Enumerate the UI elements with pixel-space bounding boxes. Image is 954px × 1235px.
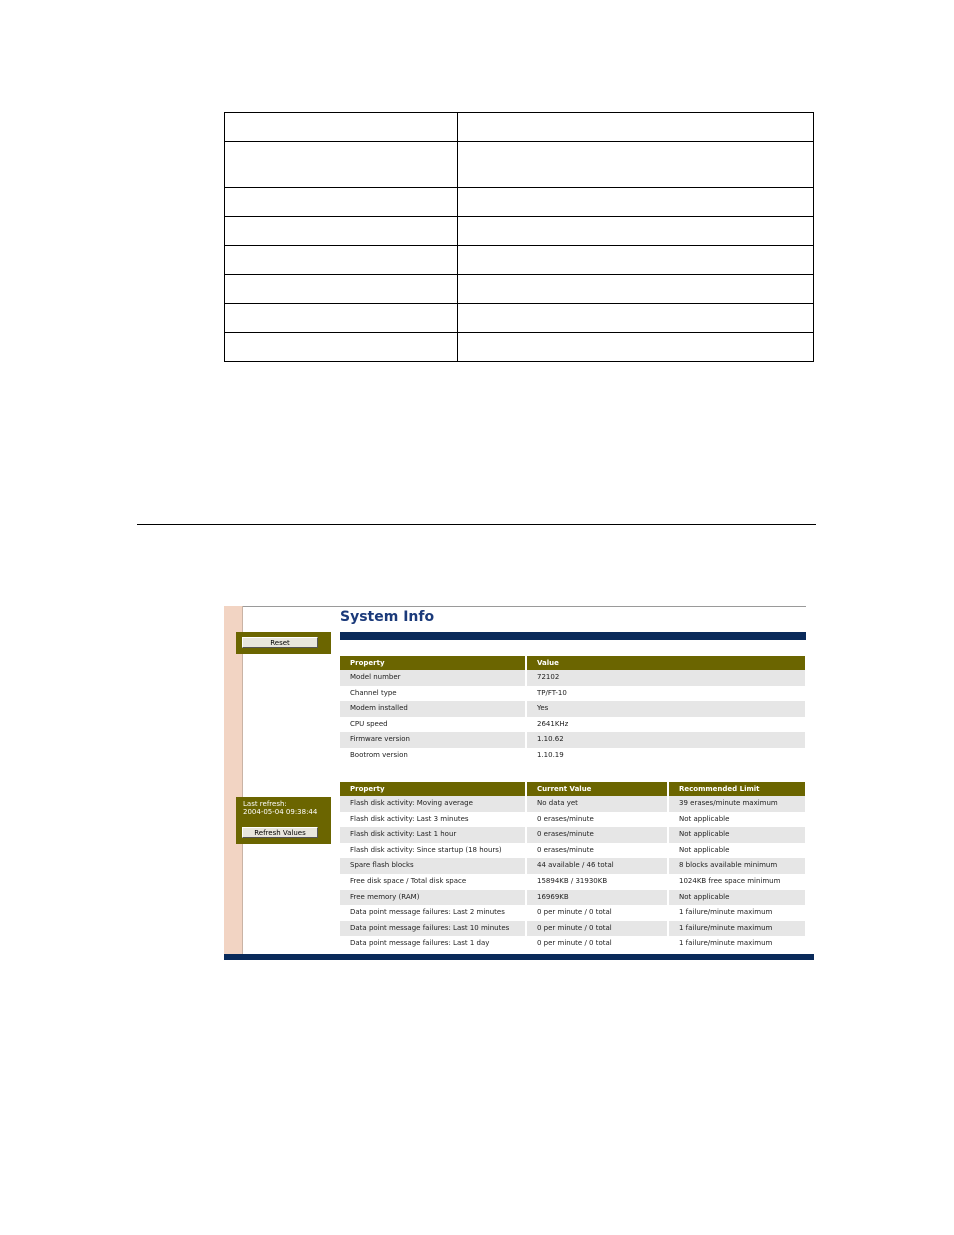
table-row — [340, 748, 805, 764]
table-cell — [225, 275, 458, 304]
recommended-limit-cell: 1 failure/minute maximum — [669, 921, 805, 937]
table-row — [340, 843, 805, 859]
table-row — [340, 732, 805, 748]
refresh-values-button[interactable]: Refresh Values — [242, 827, 318, 838]
table-row — [225, 304, 814, 333]
table-row — [340, 827, 805, 843]
system-info-screenshot — [224, 606, 814, 960]
table-cell — [225, 217, 458, 246]
value-cell: 2641KHz — [537, 719, 569, 728]
table-row — [340, 717, 805, 733]
refresh-panel — [236, 797, 331, 844]
property-cell: Firmware version — [340, 732, 527, 748]
table-cell — [458, 142, 814, 188]
last-refresh-label: Last refresh: — [243, 800, 287, 808]
top-border-line — [242, 606, 806, 607]
table-row — [340, 936, 805, 952]
current-value-cell: 0 per minute / 0 total — [527, 905, 669, 921]
table-row — [225, 113, 814, 142]
property-cell: Free memory (RAM) — [340, 890, 527, 906]
left-nav-strip — [224, 606, 243, 954]
recommended-limit-cell: Not applicable — [679, 814, 730, 823]
property-cell: Flash disk activity: Moving average — [340, 796, 527, 812]
table-cell — [225, 333, 458, 362]
status-table — [340, 782, 805, 952]
value-cell: 1.10.19 — [537, 750, 564, 759]
value-cell: Yes — [527, 701, 805, 717]
table-row — [340, 890, 805, 906]
table-cell — [458, 217, 814, 246]
property-cell: Bootrom version — [340, 748, 527, 764]
current-value-cell: No data yet — [527, 796, 669, 812]
property-cell: Flash disk activity: Last 1 hour — [340, 827, 527, 843]
table-row — [225, 142, 814, 188]
current-value-cell: 0 erases/minute — [527, 827, 669, 843]
table-header-row — [340, 782, 805, 796]
table-cell — [225, 142, 458, 188]
property-cell: CPU speed — [340, 717, 527, 733]
property-cell: Data point message failures: Last 10 minutes — [340, 921, 527, 937]
table-row — [340, 796, 805, 812]
recommended-limit-cell: 1024KB free space minimum — [679, 876, 781, 885]
reset-panel — [236, 632, 331, 654]
current-value-cell: 0 per minute / 0 total — [527, 936, 669, 952]
column-header: Current Value — [527, 782, 669, 796]
bottom-bar — [224, 954, 814, 960]
table-row — [340, 858, 805, 874]
property-cell: Flash disk activity: Last 3 minutes — [340, 812, 527, 828]
property-cell: Data point message failures: Last 1 day — [340, 936, 527, 952]
table-row — [225, 188, 814, 217]
table-header-row — [340, 656, 805, 670]
table-row — [340, 812, 805, 828]
table-row — [340, 874, 805, 890]
column-header: Value — [527, 656, 805, 670]
table-cell — [225, 188, 458, 217]
property-cell: Data point message failures: Last 2 minutes — [340, 905, 527, 921]
current-value-cell: 44 available / 46 total — [527, 858, 669, 874]
column-header: Property — [340, 656, 527, 670]
recommended-limit-cell: 39 erases/minute maximum — [669, 796, 805, 812]
last-refresh-timestamp: 2004-05-04 09:38:44 — [243, 808, 318, 816]
recommended-limit-cell: Not applicable — [669, 827, 805, 843]
table-cell — [458, 113, 814, 142]
value-cell: TP/FT-10 — [537, 688, 567, 697]
value-cell: 72102 — [527, 670, 805, 686]
property-cell: Modem installed — [340, 701, 527, 717]
reset-button[interactable]: Reset — [242, 637, 318, 648]
table-row — [225, 217, 814, 246]
recommended-limit-cell: Not applicable — [669, 890, 805, 906]
table-row — [340, 670, 805, 686]
current-value-cell: 0 per minute / 0 total — [527, 921, 669, 937]
page-title: System Info — [340, 609, 435, 625]
current-value-cell: 0 erases/minute — [527, 812, 669, 828]
title-underline-bar — [340, 632, 806, 640]
current-value-cell: 15894KB / 31930KB — [527, 874, 669, 890]
value-cell: 1.10.62 — [527, 732, 805, 748]
empty-document-table — [224, 112, 814, 362]
last-refresh-info — [243, 800, 329, 816]
table-cell — [458, 275, 814, 304]
property-cell: Spare flash blocks — [340, 858, 527, 874]
table-row — [340, 686, 805, 702]
table-cell — [225, 113, 458, 142]
property-cell: Channel type — [340, 686, 527, 702]
column-header: Property — [340, 782, 527, 796]
table-row — [340, 921, 805, 937]
table-cell — [458, 188, 814, 217]
recommended-limit-cell: 8 blocks available minimum — [669, 858, 805, 874]
table-row — [225, 246, 814, 275]
recommended-limit-cell: 1 failure/minute maximum — [679, 908, 773, 917]
table-row — [225, 333, 814, 362]
properties-table — [340, 656, 805, 764]
property-cell: Free disk space / Total disk space — [340, 874, 527, 890]
column-header: Recommended Limit — [669, 782, 805, 796]
recommended-limit-cell: 1 failure/minute maximum — [679, 939, 773, 948]
horizontal-rule — [137, 524, 816, 525]
table-row — [225, 275, 814, 304]
property-cell: Flash disk activity: Since startup (18 hours) — [340, 843, 527, 859]
table-cell — [458, 304, 814, 333]
table-cell — [458, 246, 814, 275]
table-cell — [225, 246, 458, 275]
current-value-cell: 0 erases/minute — [527, 843, 669, 859]
recommended-limit-cell: Not applicable — [679, 845, 730, 854]
property-cell: Model number — [340, 670, 527, 686]
current-value-cell: 16969KB — [527, 890, 669, 906]
table-row — [340, 905, 805, 921]
table-cell — [225, 304, 458, 333]
table-row — [340, 701, 805, 717]
table-cell — [458, 333, 814, 362]
